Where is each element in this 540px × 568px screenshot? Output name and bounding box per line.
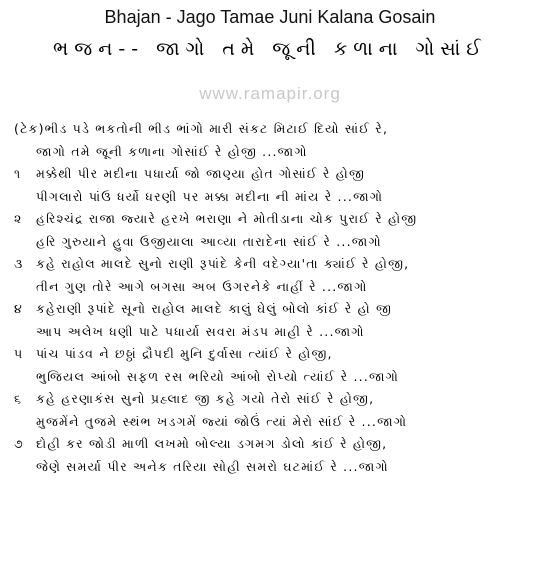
verse-number: ૪: [14, 301, 23, 316]
verse-line: [14, 388, 534, 411]
verse-text: હરિ ગુરુયાને હુવા ઉજીયાલા આવ્યા તારાદેના સાંઈ રે ...જાગો: [36, 233, 382, 249]
verse-line: [14, 433, 534, 456]
bhajan-verses: [14, 118, 534, 478]
verse-number: ૫: [14, 346, 24, 361]
verse-text: તીન ગુણ તોરે આગે બગસા અબ ઉગરનેકે નાહીં રે ...જાગો: [36, 278, 368, 294]
gujarati-title: ભજન-- જાગો તમે જૂની કળાના ગોસાંઈ: [53, 38, 487, 60]
verse-text: કહેરાણી રૂપાંદે સૂનો રાહોલ માલદે કાલું ઘેલું બોલો કાંઈ રે હો જી: [36, 301, 393, 316]
verse-line: [14, 253, 534, 276]
verse-text: જેણે સમર્યા પીર અનેક તરિયા સોહી સમરો ઘટમાંઈ રે ...જાગો: [36, 458, 389, 474]
verse-text: જાગો તમે જૂની કળાના ગોસાંઈ રે હોજી ...જાગો: [36, 143, 308, 159]
verse-text: આપ અલેખ ધણી પાટે પધાર્યા સવરા મંડપ માહી રે ...જાગો: [36, 323, 365, 339]
verse-line: [14, 208, 534, 231]
verse-line: [14, 343, 534, 366]
verse-line: [14, 366, 534, 389]
website-watermark: www.ramapir.org: [199, 84, 341, 103]
verse-line: [14, 411, 534, 434]
verse-line: [14, 118, 534, 141]
page-title: Bhajan - Jago Tamae Juni Kalana Gosain: [104, 7, 436, 27]
verse-number: ૨: [14, 211, 23, 226]
verse-line: [14, 163, 534, 186]
verse-number: ૬: [14, 391, 23, 406]
verse-text: કહે રાહોલ માલદે સુનો રાણી રૂપાંદે કેની વદેગ્યા'તા ક્યાંઈ રે હોજી,: [36, 256, 410, 271]
verse-text: મક્કેથી પીર મદીના પધાર્યા જો જાણ્યા હોત ગોસાંઈ રે હોજી: [36, 166, 365, 181]
verse-number: ૩: [14, 256, 24, 271]
verse-text: દોહી કર જોડી માળી લખમો બોલ્યા ડગમગ ડોલો કાંઈ રે હોજી,: [36, 436, 388, 451]
verse-line: [14, 298, 534, 321]
verse-line: [14, 321, 534, 344]
verse-line: [14, 231, 534, 254]
verse-text: પાંચ પાંડવ ને છઠ્ઠાં દ્રૌપદી મુનિ દુર્વાસા ત્યાંઈ રે હોજી,: [36, 346, 333, 361]
verse-text: ભુજિયલ આંબો સફળ રસ ભરિયો આંબો રોપ્યો ત્યાંઈ રે ...જાગો: [36, 368, 400, 384]
verse-text: પીગલારો પાંઉ ધર્યો ધરણી પર મક્કા મદીના ની માંય રે ...જાગો: [36, 188, 384, 204]
verse-text: હરિશ્ચંદ્ર રાજા જ્યારે હરખે ભરાણા ને મોતીડાના ચોક પુરાઈ રે હોજી: [36, 211, 418, 226]
verse-line: [14, 186, 534, 209]
verse-line: [14, 276, 534, 299]
verse-number: ૭: [14, 436, 24, 451]
verse-text: મુજમેંને તુજમે સ્થંભ ખડગમેં જ્યાં જોઉં ત્યાં મેરો સાંઈ રે ...જાગો: [36, 413, 408, 429]
verse-text: (ટેક)ભીડ પડે ભકતોની ભીડ ભાંગો મારી સંકટ મિટાઈ દિયો સાંઈ રે,: [14, 121, 389, 136]
verse-text: કહે હરણાકંસ સુનો પ્રહ્લાદ જી કહે ગયો તેરો સાંઈ રે હોજી,: [36, 391, 375, 406]
verse-number: ૧: [14, 166, 22, 181]
verse-line: [14, 141, 534, 164]
verse-line: [14, 456, 534, 479]
